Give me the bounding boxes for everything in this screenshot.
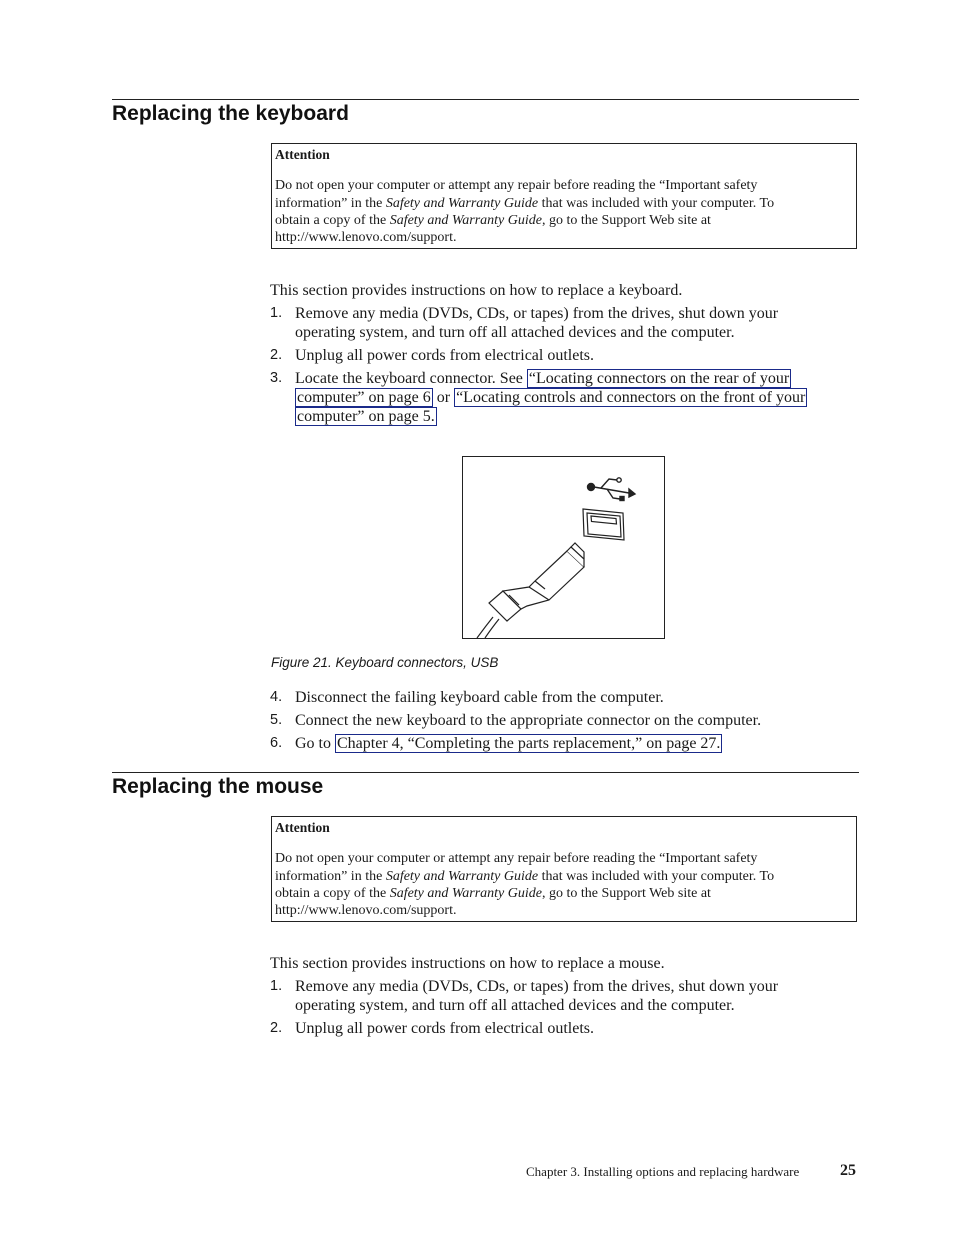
attention-title: Attention (275, 820, 330, 835)
link-rear-connectors[interactable]: computer” on page 6 (297, 389, 431, 406)
section-intro: This section provides instructions on how to replace a mouse. (270, 955, 665, 972)
link-rear-connectors[interactable]: “Locating connectors on the rear of your (528, 370, 790, 387)
section-rule (112, 99, 859, 100)
footer-chapter: Chapter 3. Installing options and replacing hardware (526, 1164, 800, 1179)
page-number: 25 (840, 1162, 856, 1179)
figure-caption: Figure 21. Keyboard connectors, USB (271, 655, 499, 670)
attention-text: Do not open your computer or attempt any repair before reading the “Important safety information” in the Safety and Warranty Guide that was included with your computer. To obtain a copy of the Safety and Warranty Guide, go to the Support Web site at http://www.lenovo.com/support. (275, 178, 775, 246)
figure-usb-connector (462, 456, 665, 639)
section-rule (112, 772, 859, 773)
section-heading-mouse: Replacing the mouse (112, 775, 324, 798)
attention-box (271, 816, 857, 922)
usb-plug-icon (477, 543, 584, 638)
attention-text: Do not open your computer or attempt any repair before reading the “Important safety information” in the Safety and Warranty Guide that was included with your computer. To obtain a copy of the Safety and Warranty Guide, go to the Support Web site at http://www.lenovo.com/support. (275, 851, 775, 919)
attention-box (271, 143, 857, 249)
section-heading-keyboard: Replacing the keyboard (112, 102, 349, 125)
link-front-connectors[interactable]: “Locating controls and connectors on the front of your (456, 389, 806, 406)
usb-connector-illustration (463, 457, 664, 638)
link-chapter-4[interactable]: Chapter 4, “Completing the parts replacement,” on page 27. (337, 735, 721, 752)
usb-port-icon (583, 509, 624, 540)
link-front-connectors[interactable]: computer” on page 5. (297, 408, 435, 425)
usb-symbol-icon (588, 478, 636, 501)
section-intro: This section provides instructions on how to replace a keyboard. (270, 282, 683, 299)
attention-title: Attention (275, 147, 330, 162)
